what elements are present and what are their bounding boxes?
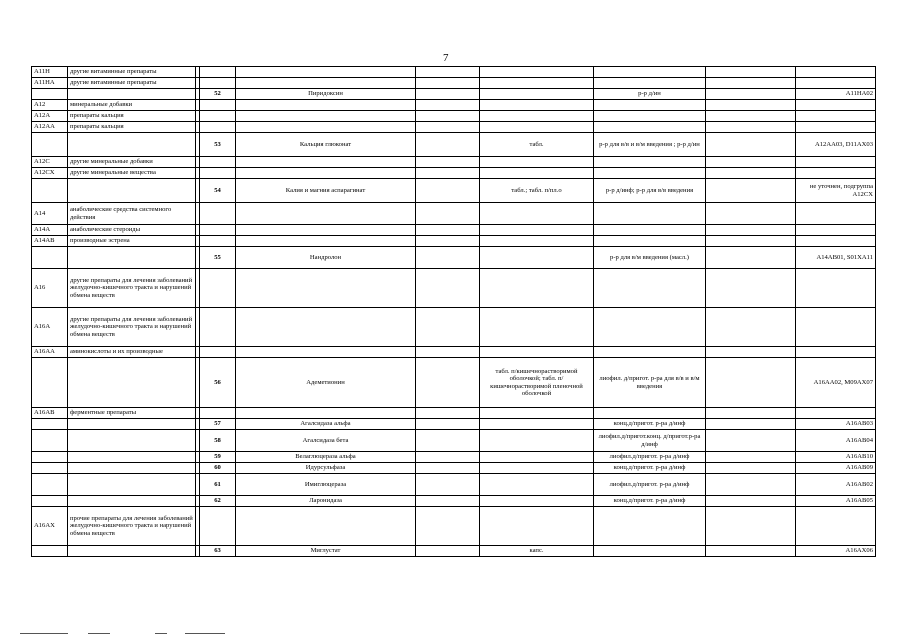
drug-name-cell: Имиглюцераза <box>236 474 416 496</box>
drug-name-cell: Агалсидаза бета <box>236 430 416 452</box>
drug-name-cell: Нандролон <box>236 247 416 269</box>
drug-name-cell <box>236 157 416 168</box>
oral-form-cell <box>480 122 594 133</box>
group-code-cell: A11HA <box>32 78 68 89</box>
table-row <box>32 452 876 463</box>
group-code-cell: A14 <box>32 203 68 225</box>
group-code-cell: A12CX <box>32 168 68 179</box>
row-number-cell <box>200 408 236 419</box>
extra-cell <box>706 358 796 408</box>
atc-code-cell: A16AB04 <box>796 430 876 452</box>
group-name-cell <box>68 179 196 203</box>
blank-cell <box>416 507 480 546</box>
atc-code-cell: A12AA03, D11AX03 <box>796 133 876 157</box>
drug-name-cell: Идурсульфаза <box>236 463 416 474</box>
group-name-cell: препараты кальция <box>68 111 196 122</box>
atc-code-cell: A16AB10 <box>796 452 876 463</box>
drug-name-cell <box>236 100 416 111</box>
group-code-cell <box>32 463 68 474</box>
blank-cell <box>416 430 480 452</box>
row-number-cell: 57 <box>200 419 236 430</box>
blank-cell <box>416 358 480 408</box>
drug-name-cell <box>236 269 416 308</box>
drug-name-cell: Калия и магния аспарагинат <box>236 179 416 203</box>
oral-form-cell <box>480 308 594 347</box>
drug-name-cell <box>236 225 416 236</box>
atc-code-cell: A16AB02 <box>796 474 876 496</box>
table-row <box>32 133 876 157</box>
row-number-cell: 59 <box>200 452 236 463</box>
group-code-cell: A16AB <box>32 408 68 419</box>
group-code-cell: A16AA <box>32 347 68 358</box>
group-name-cell <box>68 496 196 507</box>
group-name-cell <box>68 247 196 269</box>
oral-form-cell <box>480 78 594 89</box>
drug-name-cell <box>236 408 416 419</box>
group-name-cell: другие препараты для лечения заболеваний желудочно-кишечного тракта и нарушений обмена веществ <box>68 269 196 308</box>
drug-list-table <box>31 66 876 557</box>
blank-cell <box>416 100 480 111</box>
extra-cell <box>706 67 796 78</box>
extra-cell <box>706 111 796 122</box>
extra-cell <box>706 89 796 100</box>
table-row <box>32 168 876 179</box>
atc-code-cell <box>796 78 876 89</box>
blank-cell <box>416 463 480 474</box>
blank-cell <box>416 168 480 179</box>
table-row <box>32 358 876 408</box>
atc-code-cell: A14AB01, S01XA11 <box>796 247 876 269</box>
oral-form-cell <box>480 408 594 419</box>
row-number-cell <box>200 100 236 111</box>
blank-cell <box>416 111 480 122</box>
oral-form-cell: капс. <box>480 546 594 557</box>
row-number-cell <box>200 78 236 89</box>
blank-cell <box>416 203 480 225</box>
atc-code-cell <box>796 225 876 236</box>
injection-form-cell <box>594 308 706 347</box>
row-number-cell: 56 <box>200 358 236 408</box>
extra-cell <box>706 157 796 168</box>
table-row <box>32 111 876 122</box>
injection-form-cell: лиофил.д/пригот. р-ра д/инф <box>594 452 706 463</box>
drug-name-cell <box>236 67 416 78</box>
table-row <box>32 347 876 358</box>
table-row <box>32 308 876 347</box>
blank-cell <box>416 78 480 89</box>
atc-code-cell: A16AB03 <box>796 419 876 430</box>
extra-cell <box>706 463 796 474</box>
group-code-cell <box>32 474 68 496</box>
group-name-cell: минеральные добавки <box>68 100 196 111</box>
page-number: 7 <box>443 52 449 64</box>
row-number-cell <box>200 122 236 133</box>
injection-form-cell <box>594 111 706 122</box>
table-row <box>32 507 876 546</box>
group-code-cell: A16A <box>32 308 68 347</box>
atc-code-cell: A16AX06 <box>796 546 876 557</box>
blank-cell <box>416 452 480 463</box>
oral-form-cell <box>480 203 594 225</box>
table-body <box>32 67 876 557</box>
extra-cell <box>706 430 796 452</box>
drug-name-cell: Адеметионин <box>236 358 416 408</box>
extra-cell <box>706 308 796 347</box>
oral-form-cell <box>480 168 594 179</box>
drug-name-cell <box>236 122 416 133</box>
injection-form-cell: р-р д/ин <box>594 89 706 100</box>
injection-form-cell: лиофил.д/пригот.конц. д/пригот.р-ра д/инф <box>594 430 706 452</box>
row-number-cell <box>200 157 236 168</box>
row-number-cell: 52 <box>200 89 236 100</box>
blank-cell <box>416 419 480 430</box>
atc-code-cell <box>796 67 876 78</box>
row-number-cell: 62 <box>200 496 236 507</box>
extra-cell <box>706 546 796 557</box>
blank-cell <box>416 236 480 247</box>
injection-form-cell <box>594 269 706 308</box>
group-code-cell <box>32 496 68 507</box>
group-name-cell: другие препараты для лечения заболеваний желудочно-кишечного тракта и нарушений обмена веществ <box>68 308 196 347</box>
extra-cell <box>706 100 796 111</box>
group-code-cell: A12A <box>32 111 68 122</box>
oral-form-cell <box>480 496 594 507</box>
group-name-cell: прочие препараты для лечения заболеваний желудочно-кишечного тракта и нарушений обмена веществ <box>68 507 196 546</box>
blank-cell <box>416 179 480 203</box>
injection-form-cell <box>594 507 706 546</box>
group-name-cell: другие витаминные препараты <box>68 67 196 78</box>
injection-form-cell: лиофил. д/пригот. р-ра для в/в и в/м введения <box>594 358 706 408</box>
group-name-cell: производные эстрена <box>68 236 196 247</box>
injection-form-cell: р-р д/инф; р-р для в/в введения <box>594 179 706 203</box>
table-row <box>32 100 876 111</box>
atc-code-cell <box>796 269 876 308</box>
scan-artifact-line <box>88 633 110 634</box>
atc-code-cell <box>796 308 876 347</box>
drug-name-cell: Ларонидаза <box>236 496 416 507</box>
group-name-cell: другие витаминные препараты <box>68 78 196 89</box>
table-row <box>32 430 876 452</box>
blank-cell <box>416 247 480 269</box>
atc-code-cell <box>796 157 876 168</box>
drug-name-cell <box>236 308 416 347</box>
extra-cell <box>706 269 796 308</box>
table-row <box>32 408 876 419</box>
table-row <box>32 474 876 496</box>
table-row <box>32 419 876 430</box>
group-code-cell: A16 <box>32 269 68 308</box>
oral-form-cell <box>480 67 594 78</box>
group-code-cell <box>32 358 68 408</box>
group-code-cell: A14A <box>32 225 68 236</box>
extra-cell <box>706 122 796 133</box>
oral-form-cell <box>480 111 594 122</box>
extra-cell <box>706 507 796 546</box>
oral-form-cell <box>480 474 594 496</box>
row-number-cell <box>200 308 236 347</box>
injection-form-cell: р-р для в/в и в/м введения ; р-р д/ин <box>594 133 706 157</box>
group-name-cell: другие минеральные вещества <box>68 168 196 179</box>
injection-form-cell <box>594 157 706 168</box>
group-code-cell <box>32 133 68 157</box>
injection-form-cell: конц.д/пригот. р-ра д/инф <box>594 419 706 430</box>
oral-form-cell <box>480 236 594 247</box>
table-row <box>32 203 876 225</box>
group-code-cell: A16AX <box>32 507 68 546</box>
drug-name-cell <box>236 168 416 179</box>
atc-code-cell <box>796 203 876 225</box>
oral-form-cell <box>480 507 594 546</box>
drug-name-cell <box>236 203 416 225</box>
injection-form-cell: лиофил.д/пригот. р-ра д/инф <box>594 474 706 496</box>
row-number-cell <box>200 203 236 225</box>
oral-form-cell <box>480 463 594 474</box>
oral-form-cell <box>480 419 594 430</box>
group-name-cell <box>68 358 196 408</box>
group-code-cell <box>32 419 68 430</box>
blank-cell <box>416 546 480 557</box>
row-number-cell <box>200 347 236 358</box>
atc-code-cell <box>796 408 876 419</box>
blank-cell <box>416 347 480 358</box>
blank-cell <box>416 474 480 496</box>
extra-cell <box>706 203 796 225</box>
extra-cell <box>706 236 796 247</box>
drug-name-cell: Велаглюцераза альфа <box>236 452 416 463</box>
group-code-cell <box>32 452 68 463</box>
group-name-cell <box>68 89 196 100</box>
extra-cell <box>706 133 796 157</box>
oral-form-cell: табл. п/кишечнорастворимой оболочкой; табл. п/кишечнорастворимой пленочной оболочкой <box>480 358 594 408</box>
table-row <box>32 247 876 269</box>
group-name-cell: ферментные препараты <box>68 408 196 419</box>
atc-code-cell <box>796 111 876 122</box>
injection-form-cell <box>594 236 706 247</box>
oral-form-cell <box>480 100 594 111</box>
oral-form-cell <box>480 157 594 168</box>
drug-name-cell: Агалсидаза альфа <box>236 419 416 430</box>
blank-cell <box>416 269 480 308</box>
injection-form-cell: конц.д/пригот. р-ра д/инф <box>594 463 706 474</box>
injection-form-cell <box>594 347 706 358</box>
injection-form-cell: конц.д/пригот. р-ра д/инф <box>594 496 706 507</box>
group-name-cell <box>68 474 196 496</box>
drug-name-cell <box>236 78 416 89</box>
oral-form-cell <box>480 452 594 463</box>
oral-form-cell <box>480 347 594 358</box>
drug-name-cell: Кальция глюконат <box>236 133 416 157</box>
extra-cell <box>706 408 796 419</box>
scan-artifact-line <box>155 633 167 634</box>
table-row <box>32 236 876 247</box>
group-name-cell <box>68 546 196 557</box>
group-name-cell <box>68 419 196 430</box>
injection-form-cell <box>594 168 706 179</box>
group-name-cell: анаболические стероиды <box>68 225 196 236</box>
blank-cell <box>416 157 480 168</box>
drug-name-cell <box>236 236 416 247</box>
group-code-cell <box>32 247 68 269</box>
oral-form-cell <box>480 89 594 100</box>
row-number-cell: 54 <box>200 179 236 203</box>
extra-cell <box>706 347 796 358</box>
extra-cell <box>706 179 796 203</box>
injection-form-cell <box>594 100 706 111</box>
atc-code-cell: не уточнен, подгруппа A12CX <box>796 179 876 203</box>
injection-form-cell: р-р для в/м введения (масл.) <box>594 247 706 269</box>
table-row <box>32 179 876 203</box>
group-code-cell <box>32 179 68 203</box>
blank-cell <box>416 496 480 507</box>
atc-code-cell <box>796 122 876 133</box>
table-row <box>32 225 876 236</box>
atc-code-cell <box>796 168 876 179</box>
row-number-cell <box>200 236 236 247</box>
blank-cell <box>416 408 480 419</box>
atc-code-cell: A16AA02, M09AX07 <box>796 358 876 408</box>
table-row <box>32 122 876 133</box>
group-name-cell: аминокислоты и их производные <box>68 347 196 358</box>
extra-cell <box>706 496 796 507</box>
injection-form-cell <box>594 546 706 557</box>
atc-code-cell: A16AB09 <box>796 463 876 474</box>
drug-name-cell: Пиридоксин <box>236 89 416 100</box>
atc-code-cell: A16AB05 <box>796 496 876 507</box>
atc-code-cell <box>796 507 876 546</box>
extra-cell <box>706 452 796 463</box>
blank-cell <box>416 89 480 100</box>
group-name-cell <box>68 133 196 157</box>
oral-form-cell <box>480 430 594 452</box>
group-name-cell <box>68 452 196 463</box>
row-number-cell <box>200 507 236 546</box>
blank-cell <box>416 308 480 347</box>
row-number-cell <box>200 111 236 122</box>
group-name-cell <box>68 430 196 452</box>
atc-code-cell <box>796 347 876 358</box>
extra-cell <box>706 225 796 236</box>
oral-form-cell <box>480 247 594 269</box>
table-row <box>32 463 876 474</box>
atc-code-cell <box>796 100 876 111</box>
group-code-cell: A14AB <box>32 236 68 247</box>
group-name-cell: анаболические средства системного действия <box>68 203 196 225</box>
group-name-cell: другие минеральные добавки <box>68 157 196 168</box>
table-row <box>32 78 876 89</box>
scan-artifact-line <box>20 633 68 634</box>
table-row <box>32 157 876 168</box>
oral-form-cell <box>480 269 594 308</box>
group-code-cell <box>32 89 68 100</box>
group-code-cell <box>32 546 68 557</box>
injection-form-cell <box>594 203 706 225</box>
blank-cell <box>416 225 480 236</box>
injection-form-cell <box>594 408 706 419</box>
extra-cell <box>706 419 796 430</box>
drug-name-cell <box>236 507 416 546</box>
oral-form-cell: табл. <box>480 133 594 157</box>
drug-name-cell <box>236 111 416 122</box>
table-row <box>32 546 876 557</box>
oral-form-cell <box>480 225 594 236</box>
group-name-cell <box>68 463 196 474</box>
extra-cell <box>706 78 796 89</box>
row-number-cell: 53 <box>200 133 236 157</box>
injection-form-cell <box>594 67 706 78</box>
table-row <box>32 269 876 308</box>
injection-form-cell <box>594 225 706 236</box>
extra-cell <box>706 247 796 269</box>
row-number-cell <box>200 269 236 308</box>
extra-cell <box>706 168 796 179</box>
injection-form-cell <box>594 122 706 133</box>
injection-form-cell <box>594 78 706 89</box>
extra-cell <box>706 474 796 496</box>
table-row <box>32 89 876 100</box>
blank-cell <box>416 67 480 78</box>
group-code-cell: A12C <box>32 157 68 168</box>
row-number-cell: 60 <box>200 463 236 474</box>
drug-name-cell <box>236 347 416 358</box>
row-number-cell <box>200 168 236 179</box>
row-number-cell: 61 <box>200 474 236 496</box>
table-row <box>32 67 876 78</box>
row-number-cell: 63 <box>200 546 236 557</box>
group-code-cell: A12AA <box>32 122 68 133</box>
blank-cell <box>416 122 480 133</box>
scan-artifact-line <box>185 633 225 634</box>
group-code-cell: A11H <box>32 67 68 78</box>
group-code-cell: A12 <box>32 100 68 111</box>
row-number-cell: 58 <box>200 430 236 452</box>
row-number-cell <box>200 67 236 78</box>
group-code-cell <box>32 430 68 452</box>
row-number-cell: 55 <box>200 247 236 269</box>
drug-name-cell: Миглустат <box>236 546 416 557</box>
table-row <box>32 496 876 507</box>
group-name-cell: препараты кальция <box>68 122 196 133</box>
blank-cell <box>416 133 480 157</box>
atc-code-cell <box>796 236 876 247</box>
atc-code-cell: A11HA02 <box>796 89 876 100</box>
oral-form-cell: табл.; табл. п/пл.о <box>480 179 594 203</box>
row-number-cell <box>200 225 236 236</box>
